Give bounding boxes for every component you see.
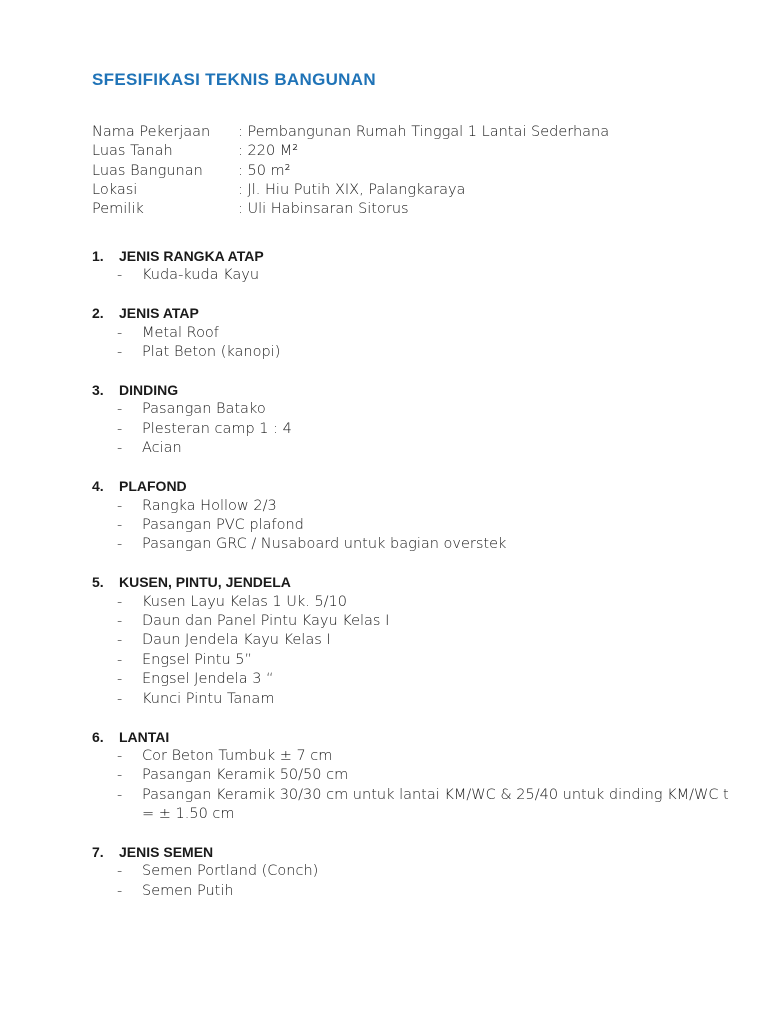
section-number: 5. — [92, 574, 104, 591]
list-item — [92, 266, 732, 285]
section-heading — [92, 381, 732, 400]
list-item-text: Metal Roof — [142, 324, 219, 341]
list-item — [92, 324, 732, 343]
info-label: Nama Pekerjaan — [92, 124, 211, 140]
bullet-dash: - — [117, 882, 123, 899]
list-item-text: Kuda-kuda Kayu — [142, 267, 260, 284]
list-item-text: Acian — [142, 440, 182, 457]
bullet-dash: - — [117, 420, 123, 437]
list-item — [92, 343, 732, 362]
info-row — [92, 142, 609, 161]
list-item-text: Engsel Jendela 3 “ — [142, 671, 274, 688]
list-item — [92, 439, 732, 458]
bullet-dash: - — [117, 671, 123, 688]
list-item-text: Daun Jendela Kayu Kelas I — [142, 632, 331, 649]
spec-section — [92, 843, 732, 901]
list-item-text: Pasangan Keramik 30/30 cm untuk lantai KM/WC & 25/40 untuk dinding KM/WC t = ± 1.50 cm — [142, 786, 729, 823]
spec-section — [92, 573, 732, 709]
section-heading — [92, 304, 732, 323]
section-number: 4. — [92, 478, 104, 495]
info-label: Luas Tanah — [92, 143, 173, 160]
list-item — [92, 631, 732, 650]
spec-section — [92, 304, 732, 362]
document-title: SFESIFIKASI TEKNIS BANGUNAN — [92, 70, 376, 89]
list-item-text: Semen Putih — [142, 882, 234, 899]
bullet-dash: - — [117, 593, 123, 610]
section-title: LANTAI — [119, 728, 170, 745]
bullet-dash: - — [117, 786, 123, 803]
info-label: Luas Bangunan — [92, 162, 203, 179]
section-number: 3. — [92, 382, 104, 398]
list-item-text: Kunci Pintu Tanam — [142, 690, 275, 707]
list-item — [92, 400, 732, 419]
spec-sections — [92, 247, 732, 920]
info-row — [92, 181, 609, 200]
list-item-text: Pasangan Keramik 50/50 cm — [142, 767, 349, 784]
info-value: : 220 M² — [238, 143, 299, 160]
section-title: KUSEN, PINTU, JENDELA — [119, 574, 291, 591]
section-heading — [92, 477, 732, 496]
list-item-text: Pasangan GRC / Nusaboard untuk bagian overstek — [142, 536, 507, 553]
section-title: JENIS SEMEN — [119, 844, 214, 861]
section-number: 2. — [92, 305, 104, 322]
info-row — [92, 162, 609, 181]
bullet-dash: - — [117, 344, 123, 361]
section-number: 1. — [92, 248, 104, 264]
info-value: : Pembangunan Rumah Tinggal 1 Lantai Sederhana — [238, 124, 610, 140]
list-item-text: Pasangan PVC plafond — [142, 516, 304, 533]
section-title: DINDING — [119, 382, 179, 398]
bullet-dash: - — [117, 767, 123, 784]
section-title: JENIS ATAP — [119, 305, 199, 322]
spec-section — [92, 247, 732, 286]
list-item-text: Plesteran camp 1 : 4 — [142, 420, 292, 437]
section-heading — [92, 728, 732, 747]
bullet-dash: - — [117, 690, 123, 707]
list-item-text: Rangka Hollow 2/3 — [142, 497, 277, 514]
list-item — [92, 882, 732, 901]
list-item-text: Daun dan Panel Pintu Kayu Kelas I — [142, 613, 390, 630]
list-item-text: Pasangan Batako — [142, 401, 266, 418]
list-item — [92, 497, 732, 516]
bullet-dash: - — [117, 747, 123, 764]
section-number: 7. — [92, 844, 104, 861]
bullet-dash: - — [117, 536, 123, 553]
section-number: 6. — [92, 728, 104, 745]
spec-section — [92, 477, 732, 555]
list-item — [92, 747, 732, 766]
bullet-dash: - — [117, 267, 123, 284]
bullet-dash: - — [117, 324, 123, 341]
spec-section — [92, 381, 732, 459]
bullet-dash: - — [117, 497, 123, 514]
bullet-dash: - — [117, 516, 123, 533]
section-heading — [92, 843, 732, 862]
info-value: : 50 m² — [238, 162, 291, 179]
info-row — [92, 200, 609, 219]
list-item — [92, 420, 732, 439]
list-item — [92, 862, 732, 881]
bullet-dash: - — [117, 440, 123, 457]
section-heading — [92, 573, 732, 592]
info-label: Lokasi — [92, 181, 138, 198]
list-item — [92, 516, 732, 535]
list-item — [92, 651, 732, 670]
list-item — [92, 535, 732, 554]
list-item — [92, 612, 732, 631]
list-item — [92, 670, 732, 689]
info-value: : Uli Habinsaran Sitorus — [238, 201, 409, 218]
list-item-text: Engsel Pintu 5” — [142, 651, 253, 668]
list-item-text: Kusen Layu Kelas 1 Uk. 5/10 — [142, 593, 348, 610]
list-item — [92, 593, 732, 612]
list-item-text: Plat Beton (kanopi) — [142, 344, 281, 361]
section-title: PLAFOND — [119, 478, 187, 495]
list-item-text: Semen Portland (Conch) — [142, 863, 319, 880]
list-item-text: Cor Beton Tumbuk ± 7 cm — [142, 747, 333, 764]
info-label: Pemilik — [92, 201, 144, 218]
bullet-dash: - — [117, 401, 123, 418]
section-heading — [92, 247, 732, 266]
info-row — [92, 123, 609, 142]
info-value: : Jl. Hiu Putih XIX, Palangkaraya — [238, 181, 466, 198]
section-title: JENIS RANGKA ATAP — [119, 248, 264, 264]
project-info — [92, 123, 609, 219]
bullet-dash: - — [117, 863, 123, 880]
list-item — [92, 766, 732, 785]
spec-section — [92, 728, 732, 825]
bullet-dash: - — [117, 632, 123, 649]
bullet-dash: - — [117, 651, 123, 668]
list-item — [92, 690, 732, 709]
list-item — [92, 786, 732, 825]
bullet-dash: - — [117, 613, 123, 630]
